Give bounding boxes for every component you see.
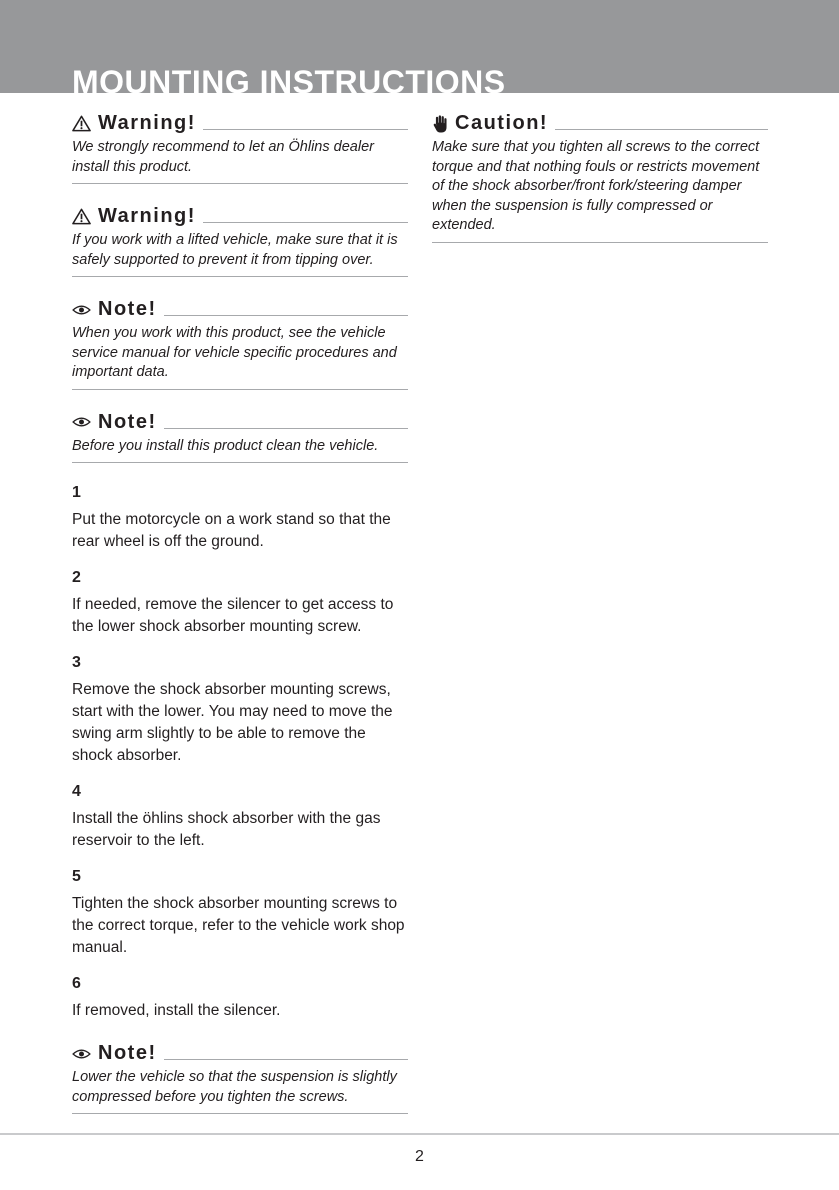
page-number: 2 — [415, 1148, 424, 1165]
step-text: If needed, remove the silencer to get access to the lower shock absorber mounting screw. — [72, 596, 394, 635]
note-title: Note! — [98, 410, 157, 433]
step-item — [72, 975, 408, 1022]
right-column — [432, 112, 768, 1135]
eye-icon — [72, 304, 91, 316]
note-block — [72, 1042, 408, 1114]
warning-block — [72, 112, 408, 184]
note-heading — [72, 298, 408, 321]
step-number: 4 — [72, 783, 81, 800]
note-title: Note! — [98, 1042, 157, 1064]
step-item — [72, 783, 408, 852]
hand-icon — [432, 114, 448, 134]
note-body: Lower the vehicle so that the suspension is slightly compressed before you tighten the screws. — [72, 1065, 408, 1114]
eye-icon — [72, 416, 91, 428]
heading-rule — [164, 428, 408, 429]
step-item — [72, 484, 408, 553]
heading-rule — [555, 129, 768, 130]
step-number: 3 — [72, 654, 81, 671]
note-block — [72, 411, 408, 464]
warning-title: Warning! — [98, 112, 196, 134]
step-number: 5 — [72, 868, 81, 885]
step-text: If removed, install the silencer. — [72, 1002, 281, 1019]
warning-body: If you work with a lifted vehicle, make sure that it is safely supported to prevent it from tipping over. — [72, 228, 408, 277]
caution-title: Caution! — [455, 112, 549, 134]
warning-triangle-icon — [72, 208, 91, 225]
caution-body: Make sure that you tighten all screws to the correct torque and that nothing fouls or restricts movement of the shock absorber/front fork/steering damper when the suspension is fully compressed or extended. — [432, 135, 768, 243]
heading-rule — [164, 1059, 408, 1060]
warning-heading — [72, 205, 408, 228]
step-number: 2 — [72, 569, 81, 586]
page-footer — [0, 1133, 839, 1190]
eye-icon — [72, 1048, 91, 1060]
page-title: MOUNTING INSTRUCTIONS — [72, 64, 506, 100]
step-list — [72, 484, 408, 1022]
left-column — [72, 112, 408, 1135]
heading-rule — [164, 315, 408, 316]
step-item — [72, 654, 408, 767]
caution-heading — [432, 112, 768, 135]
page-content — [0, 93, 839, 1135]
note-title: Note! — [98, 298, 157, 320]
caution-block — [432, 112, 768, 243]
heading-rule — [203, 222, 408, 223]
warning-block — [72, 205, 408, 277]
heading-rule — [203, 129, 408, 130]
step-item — [72, 569, 408, 638]
note-heading — [72, 1042, 408, 1065]
step-text: Tighten the shock absorber mounting screws to the correct torque, refer to the vehicle work shop manual. — [72, 895, 405, 956]
step-text: Remove the shock absorber mounting screws, start with the lower. You may need to move the swing arm slightly to be able to remove the shock absorber. — [72, 681, 393, 764]
step-text: Install the öhlins shock absorber with the gas reservoir to the left. — [72, 810, 381, 849]
note-body: Before you install this product clean the vehicle. — [72, 434, 408, 464]
warning-body: We strongly recommend to let an Öhlins dealer install this product. — [72, 135, 408, 184]
warning-title: Warning! — [98, 205, 196, 227]
step-item — [72, 868, 408, 959]
step-text: Put the motorcycle on a work stand so that the rear wheel is off the ground. — [72, 511, 391, 550]
step-number: 1 — [72, 484, 81, 501]
note-body: When you work with this product, see the vehicle service manual for vehicle specific procedures and important data. — [72, 321, 408, 390]
note-block — [72, 298, 408, 390]
warning-heading — [72, 112, 408, 135]
step-number: 6 — [72, 975, 81, 992]
page-header-bar — [0, 0, 839, 100]
note-heading — [72, 411, 408, 434]
warning-triangle-icon — [72, 115, 91, 132]
